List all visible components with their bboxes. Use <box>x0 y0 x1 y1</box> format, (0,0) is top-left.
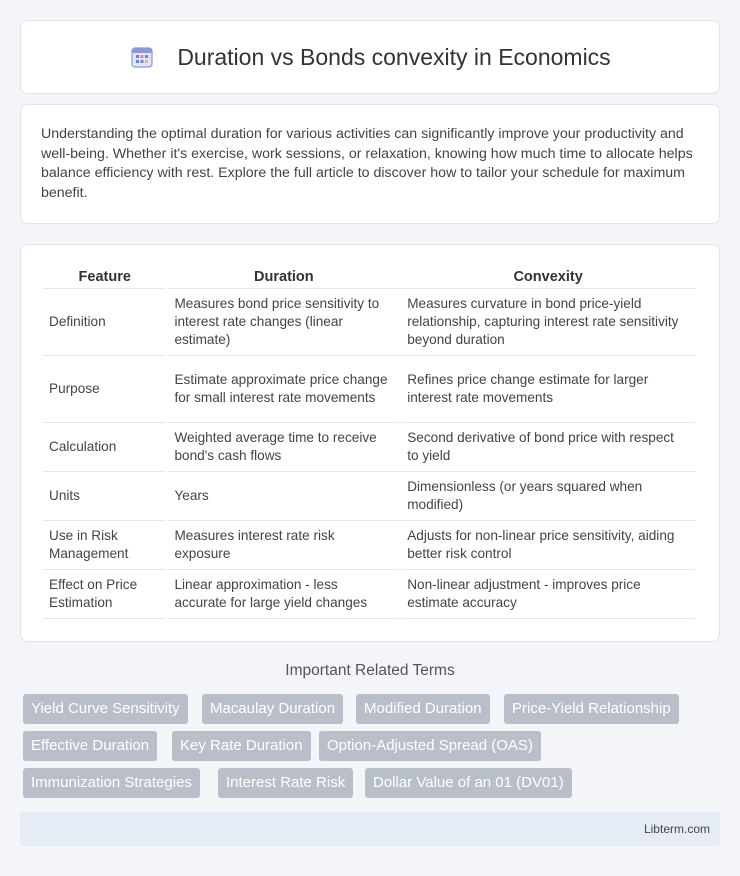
related-terms-title: Important Related Terms <box>285 662 455 679</box>
table-cell: Calculation <box>43 423 166 472</box>
footer <box>20 812 720 846</box>
table-cell: Weighted average time to receive bond's cash flows <box>168 423 399 472</box>
table-cell: Years <box>168 472 399 521</box>
header-duration: Duration <box>168 265 399 289</box>
table-cell: Use in Risk Management <box>43 521 166 570</box>
table-cell: Effect on Price Estimation <box>43 570 166 619</box>
table-cell: Units <box>43 472 166 521</box>
related-term-tag[interactable]: Immunization Strategies <box>23 768 200 798</box>
table-cell: Purpose <box>43 356 166 423</box>
table-cell: Definition <box>43 289 166 356</box>
page-title: Duration vs Bonds convexity in Economics <box>177 43 611 70</box>
table-header-row <box>43 265 695 289</box>
table-row <box>43 289 695 356</box>
intro-card <box>20 104 720 224</box>
table-cell: Refines price change estimate for larger interest rate movements <box>401 356 695 423</box>
header-card <box>20 20 720 94</box>
footer-site-link[interactable]: Libterm.com <box>643 822 710 836</box>
table-row <box>43 472 695 521</box>
table-cell: Adjusts for non-linear price sensitivity, aiding better risk control <box>401 521 695 570</box>
table-cell: Measures curvature in bond price-yield relationship, capturing interest rate sensitivity beyond duration <box>401 289 695 356</box>
related-term-tag[interactable]: Macaulay Duration <box>202 694 343 724</box>
intro-text: Understanding the optimal duration for various activities can significantly improve your productivity and well-being. Whether it's exercise, work sessions, or relaxation, knowing how much time to allocate helps balance efficiency with rest. Explore the full article to discover how to tailor your schedule for maximum benefit. <box>41 126 693 201</box>
related-term-tag[interactable]: Interest Rate Risk <box>218 768 353 798</box>
related-term-tag[interactable]: Key Rate Duration <box>172 731 311 761</box>
related-term-tag[interactable]: Price-Yield Relationship <box>504 694 679 724</box>
table-row <box>43 521 695 570</box>
header-feature: Feature <box>43 265 166 289</box>
table-cell: Dimensionless (or years squared when modified) <box>401 472 695 521</box>
table-cell: Linear approximation - less accurate for large yield changes <box>168 570 399 619</box>
table-cell: Estimate approximate price change for small interest rate movements <box>168 356 399 423</box>
related-term-tag[interactable]: Option-Adjusted Spread (OAS) <box>319 731 541 761</box>
table-row <box>43 356 695 423</box>
related-term-tag[interactable]: Effective Duration <box>23 731 157 761</box>
header-convexity: Convexity <box>401 265 695 289</box>
table-cell: Non-linear adjustment - improves price estimate accuracy <box>401 570 695 619</box>
related-term-tag[interactable]: Yield Curve Sensitivity <box>23 694 188 724</box>
related-term-tag[interactable]: Dollar Value of an 01 (DV01) <box>365 768 572 798</box>
table-row <box>43 423 695 472</box>
comparison-table-card <box>20 244 720 642</box>
table-cell: Measures bond price sensitivity to interest rate changes (linear estimate) <box>168 289 399 356</box>
table-cell: Measures interest rate risk exposure <box>168 521 399 570</box>
table-cell: Second derivative of bond price with respect to yield <box>401 423 695 472</box>
table-row <box>43 570 695 619</box>
comparison-table <box>41 265 697 619</box>
related-term-tag[interactable]: Modified Duration <box>356 694 490 724</box>
calendar-icon <box>129 44 155 70</box>
